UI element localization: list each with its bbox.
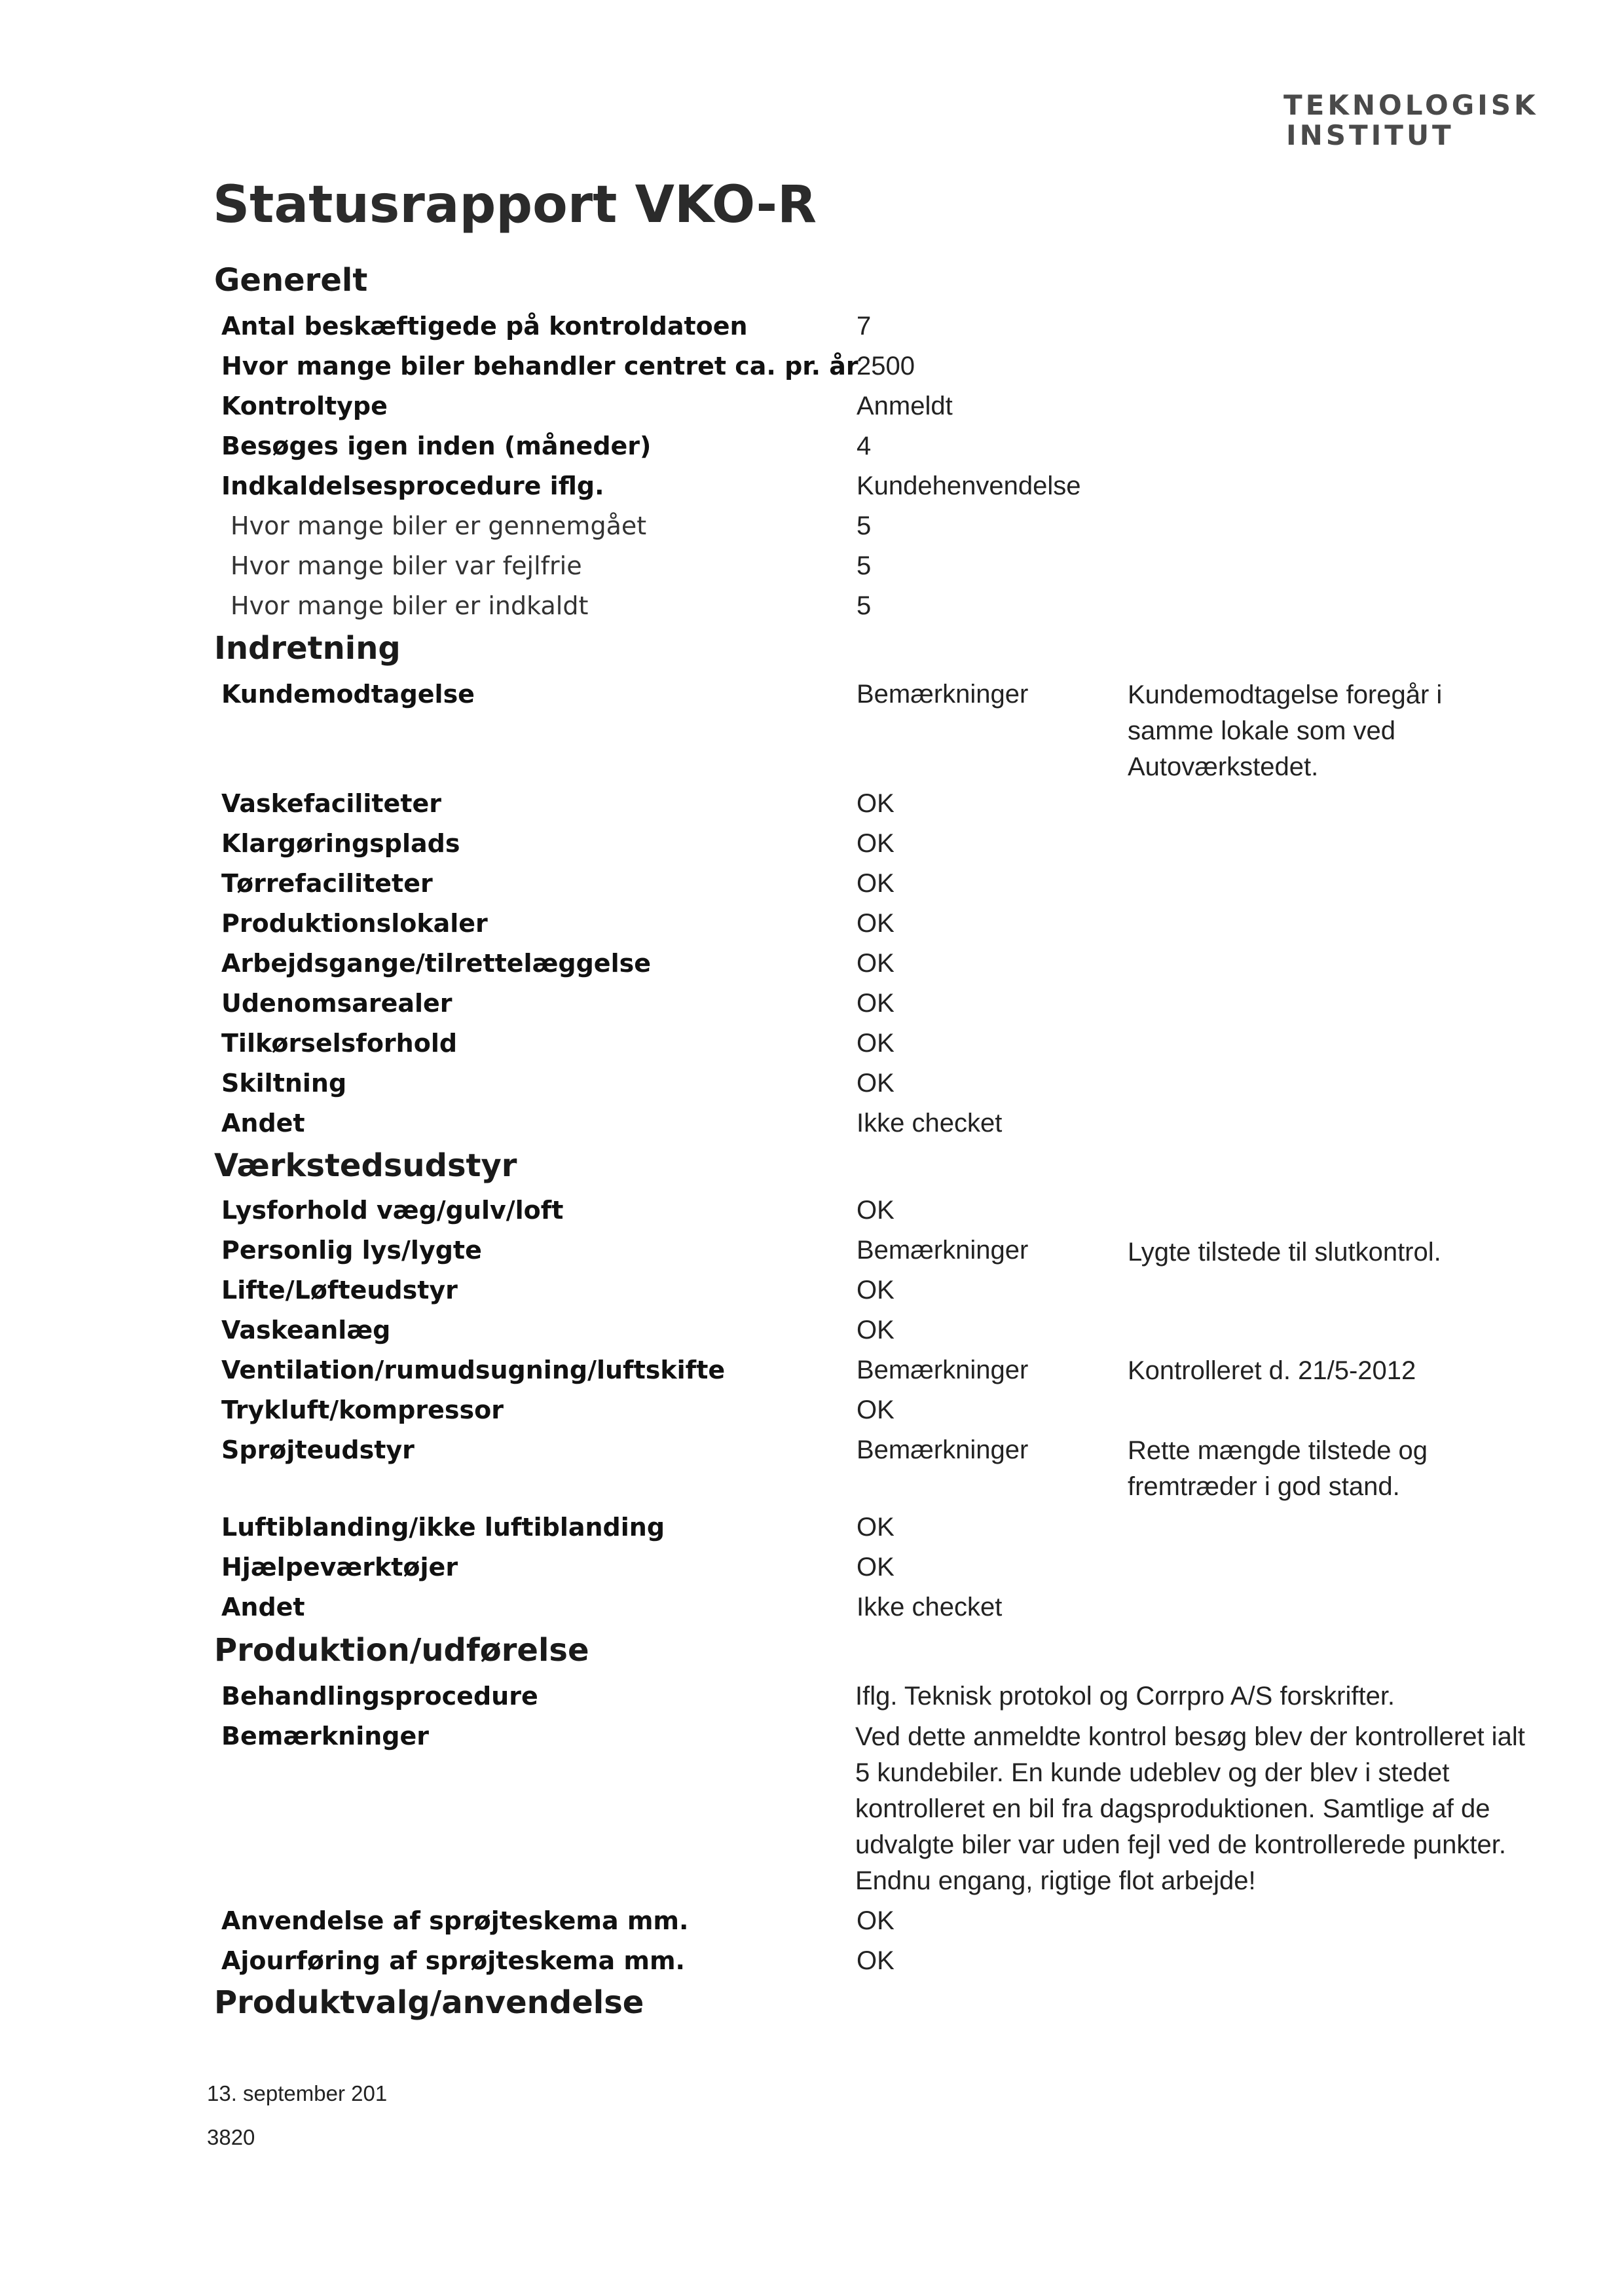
row-value: Bemærkninger [857, 1236, 1029, 1265]
row-value: Bemærkninger [857, 1435, 1029, 1464]
row-note: Rette mængde tilstede og fremtræder i god stand. [1128, 1436, 1428, 1501]
row-value: OK [857, 1196, 895, 1225]
row-value: OK [857, 1513, 895, 1542]
row-value: OK [857, 1553, 895, 1582]
footer-date: 13. september 201 [207, 2081, 388, 2105]
row-value: OK [857, 909, 895, 938]
row-value: Bemærkninger [857, 680, 1029, 709]
row-label: Bemærkninger [221, 1722, 430, 1750]
row-label: Personlig lys/lygte [221, 1236, 482, 1265]
footer-number: 3820 [207, 2125, 255, 2149]
row-value: Kundehenvendelse [857, 472, 1081, 500]
row-label: Hvor mange biler er gennemgået [231, 511, 647, 540]
row-value: 5 [857, 511, 872, 540]
section-heading-indretning: Indretning [214, 630, 401, 667]
row-value: OK [857, 829, 895, 858]
row-label: Hvor mange biler var fejlfrie [231, 551, 582, 580]
section-heading-vaerkstedsudstyr: Værkstedsudstyr [214, 1147, 517, 1184]
row-label: Andet [221, 1109, 305, 1138]
row-value: OK [857, 1396, 895, 1424]
row-label: Andet [221, 1593, 305, 1621]
row-label: Sprøjteudstyr [221, 1435, 415, 1464]
row-label: Lysforhold væg/gulv/loft [221, 1196, 564, 1225]
row-label: Klargøringsplads [221, 829, 460, 858]
row-value: OK [857, 1946, 895, 1975]
row-label: Anvendelse af sprøjteskema mm. [221, 1906, 689, 1935]
section-heading-produktvalg: Produktvalg/anvendelse [214, 1984, 644, 2021]
row-note: Ved dette anmeldte kontrol besøg blev der kontrolleret ialt 5 kundebiler. En kunde udeblev og der blev i stedet kontrolleret en bil fra dagsproduktionen. Samtlige af de udvalgte biler var uden fejl ved de kontrollerede punkter. Endnu engang, rigtige flot arbejde! [855, 1722, 1525, 1895]
row-value: Ikke checket [857, 1593, 1003, 1621]
row-label: Tørrefaciliteter [221, 869, 433, 898]
row-value: Iflg. Teknisk protokol og Corrpro A/S forskrifter. [855, 1682, 1395, 1711]
row-value: OK [857, 1906, 895, 1935]
row-value: Bemærkninger [857, 1356, 1029, 1384]
logo [1283, 90, 1539, 151]
row-label: Antal beskæftigede på kontroldatoen [221, 312, 748, 341]
row-value: OK [857, 1316, 895, 1344]
row-label: Luftiblanding/ikke luftiblanding [221, 1513, 665, 1542]
row-label: Besøges igen inden (måneder) [221, 432, 652, 460]
section-heading-generelt: Generelt [214, 262, 368, 299]
row-label: Vaskeanlæg [221, 1316, 391, 1344]
row-label: Indkaldelsesprocedure iflg. [221, 472, 604, 500]
row-value: OK [857, 949, 895, 978]
row-label: Produktionslokaler [221, 909, 488, 938]
row-label: Lifte/Løfteudstyr [221, 1276, 458, 1305]
row-note: Lygte tilstede til slutkontrol. [1128, 1238, 1441, 1267]
row-value: 5 [857, 591, 872, 620]
row-value: OK [857, 1276, 895, 1305]
row-note: Kundemodtagelse foregår i samme lokale som ved Autoværkstedet. [1128, 680, 1443, 781]
row-label: Behandlingsprocedure [221, 1682, 538, 1711]
row-value: 5 [857, 551, 872, 580]
row-label: Vaskefaciliteter [221, 789, 442, 818]
row-label: Udenomsarealer [221, 989, 452, 1018]
row-label: Hvor mange biler behandler centret ca. pr. år [221, 352, 858, 380]
row-label: Kundemodtagelse [221, 680, 475, 709]
row-value: Ikke checket [857, 1109, 1003, 1138]
row-note: Kontrolleret d. 21/5-2012 [1128, 1356, 1416, 1385]
row-value: 7 [857, 312, 872, 341]
row-label: Trykluft/kompressor [221, 1396, 504, 1424]
logo-line-1: TEKNOLOGISK [1283, 89, 1539, 121]
row-value: OK [857, 789, 895, 818]
row-label: Ajourføring af sprøjteskema mm. [221, 1946, 685, 1975]
row-label: Hjælpeværktøjer [221, 1553, 458, 1582]
logo-line-2: INSTITUT [1286, 119, 1454, 151]
section-heading-produktion: Produktion/udførelse [214, 1632, 589, 1669]
row-label: Kontroltype [221, 392, 388, 420]
row-label: Arbejdsgange/tilrettelæggelse [221, 949, 651, 978]
row-label: Tilkørselsforhold [221, 1029, 458, 1058]
row-label: Skiltning [221, 1069, 347, 1098]
row-value: 2500 [857, 352, 915, 380]
row-value: OK [857, 1029, 895, 1058]
row-value: OK [857, 869, 895, 898]
page-title: Statusrapport VKO-R [213, 176, 817, 234]
row-value: 4 [857, 432, 872, 460]
row-value: Anmeldt [857, 392, 953, 420]
row-label: Hvor mange biler er indkaldt [231, 591, 589, 620]
row-value: OK [857, 1069, 895, 1098]
row-value: OK [857, 989, 895, 1018]
row-label: Ventilation/rumudsugning/luftskifte [221, 1356, 726, 1384]
